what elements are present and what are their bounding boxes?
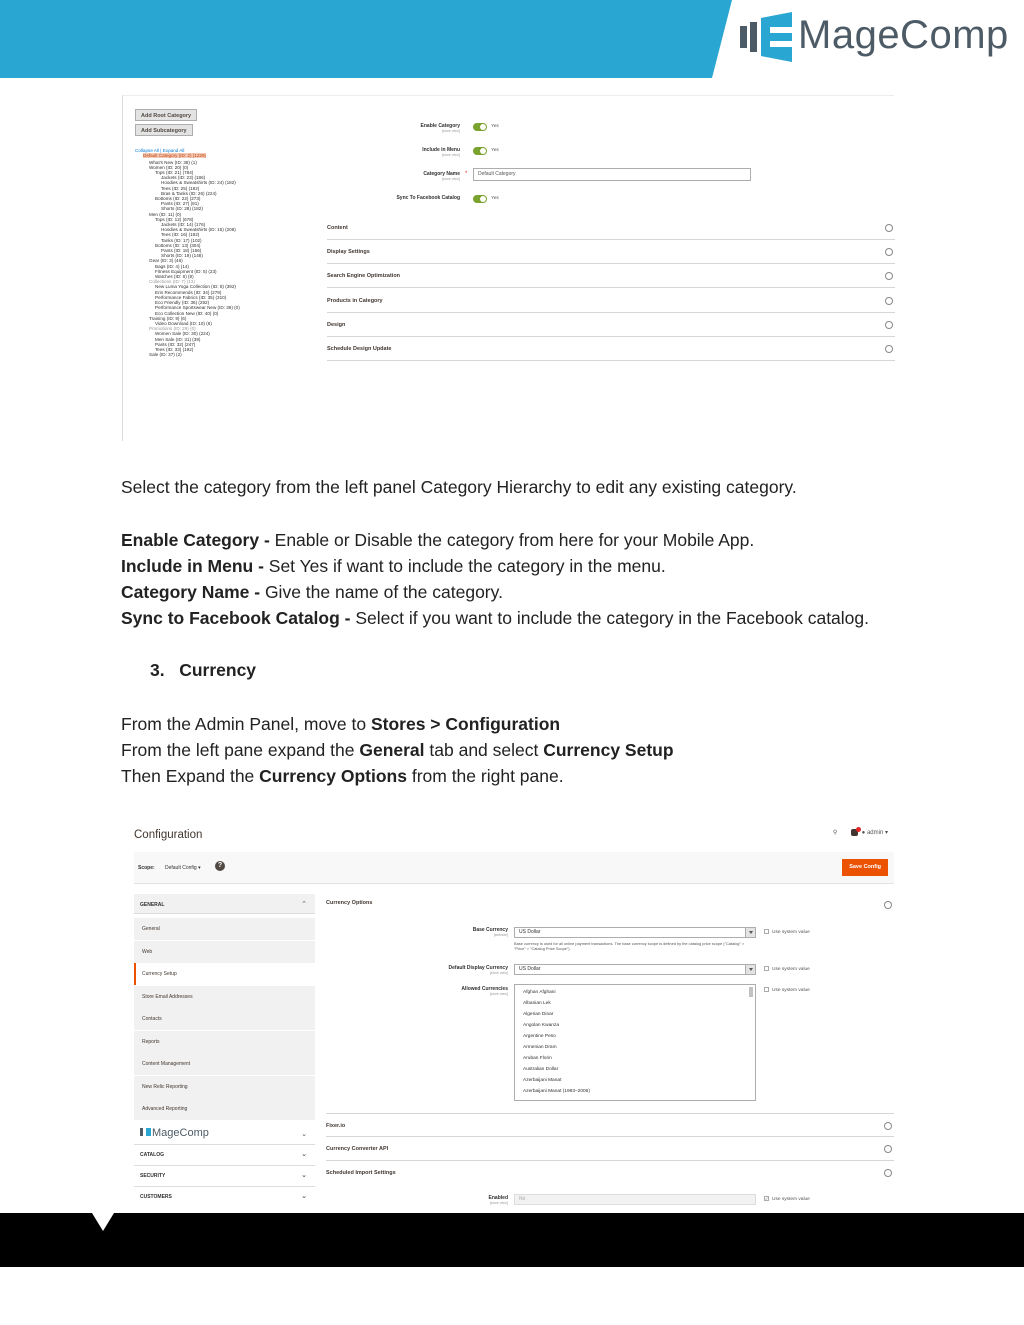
chevron-down-icon: ⌄ <box>301 1151 307 1158</box>
instruction-line-2: From the left pane expand the General tab and select Currency Setup <box>121 740 674 760</box>
chevron-up-icon <box>884 1169 892 1177</box>
configuration-screenshot <box>122 818 894 1212</box>
tree-item[interactable]: Tees (ID: 25) (192) <box>161 185 200 191</box>
tree-item[interactable]: Jackets (ID: 14) (176) <box>161 222 206 228</box>
tree-item[interactable]: Tops (ID: 21) (784) <box>155 170 194 176</box>
base-use-system[interactable]: Use system value <box>764 929 810 935</box>
sync-facebook-label: Sync To Facebook Catalog <box>396 195 460 201</box>
sidebar-magecomp-tab[interactable]: MageComp <box>140 1127 209 1139</box>
instruction-line-1: From the Admin Panel, move to Stores > Configuration <box>121 714 561 734</box>
category-screenshot <box>122 95 894 441</box>
scrollbar[interactable] <box>749 987 753 997</box>
display-currency-select[interactable]: US Dollar <box>514 964 756 975</box>
section-seo[interactable]: Search Engine Optimization <box>327 264 895 288</box>
intro-paragraph: Select the category from the left panel Category Hierarchy to edit any existing category. <box>121 477 797 497</box>
currency-options-section[interactable]: Currency Options <box>326 900 894 914</box>
sidebar-item-contacts[interactable]: Contacts <box>134 1008 315 1030</box>
list-item[interactable]: Aruban Florin <box>523 1056 552 1061</box>
include-menu-desc: Include in Menu - Set Yes if want to include the category in the menu. <box>121 556 666 576</box>
enable-category-desc: Enable Category - Enable or Disable the category from here for your Mobile App. <box>121 530 755 550</box>
dropdown-arrow-icon <box>745 928 755 937</box>
search-icon[interactable]: ⚲ <box>832 830 838 837</box>
category-name-label: Category Name [store view] <box>423 171 460 181</box>
tree-item[interactable]: Eco Collection New (ID: 40) (0) <box>155 310 219 316</box>
tree-item[interactable]: Jackets (ID: 23) (186) <box>161 175 206 181</box>
instruction-line-3: Then Expand the Currency Options from the right pane. <box>121 766 564 786</box>
category-name-input[interactable]: Default Category <box>473 168 751 181</box>
tree-item[interactable]: What's New (ID: 38) (1) <box>149 159 197 165</box>
sidebar-general-header[interactable]: GENERAL ⌃ <box>134 894 315 914</box>
sidebar-catalog-tab[interactable]: CATALOG ⌄ <box>134 1144 315 1164</box>
allowed-currencies-list[interactable] <box>514 984 756 1101</box>
chevron-down-icon <box>884 1122 892 1130</box>
base-currency-note: Base currency is used for all online payment transactions. The base currency scope is defined by the catalog price scope ("Catalog" > "Price" > "Catalog Price Scope"). <box>514 941 745 951</box>
scope-bar <box>134 852 894 884</box>
tree-item[interactable]: Training (ID: 9) (6) <box>149 315 187 321</box>
sidebar-item-store-email[interactable]: Store Email Addresses <box>134 986 315 1008</box>
chevron-down-icon: ⌄ <box>301 1172 307 1179</box>
enabled-use-system[interactable]: ✓ Use system value <box>765 1196 810 1202</box>
tree-item[interactable]: Collections (ID: 7) (13) <box>149 279 195 285</box>
user-icon[interactable]: ● <box>861 830 866 837</box>
tree-item[interactable]: Tees (ID: 16) (192) <box>161 232 200 238</box>
enable-category-label: Enable Category [store view] <box>420 123 460 133</box>
chevron-down-icon <box>885 224 893 232</box>
list-item[interactable]: Australian Dollar <box>523 1067 559 1072</box>
checkbox-icon[interactable] <box>764 966 769 971</box>
enable-category-toggle[interactable] <box>473 123 487 131</box>
tree-item[interactable]: Men (ID: 11) (0) <box>149 211 182 217</box>
section-products[interactable]: Products in Category <box>327 289 895 313</box>
chevron-down-icon <box>885 345 893 353</box>
checkbox-icon[interactable] <box>764 987 769 992</box>
base-currency-select[interactable]: US Dollar <box>514 927 756 938</box>
tree-item[interactable]: Men Sale (ID: 31) (39) <box>155 336 201 342</box>
footer-notch <box>92 1213 114 1231</box>
sidebar-customers-tab[interactable]: CUSTOMERS ⌄ <box>134 1186 315 1206</box>
tree-item[interactable]: Default Category (ID: 2) (1229) <box>143 153 207 159</box>
base-currency-label: Base Currency [website] <box>472 927 508 937</box>
tree-item[interactable]: Eco Friendly (ID: 36) (292) <box>155 300 210 306</box>
tree-item[interactable]: Fitness Equipment (ID: 5) (23) <box>155 268 217 274</box>
admin-menu[interactable]: admin ▾ <box>866 830 888 837</box>
chevron-up-icon <box>884 901 892 909</box>
sidebar-item-content-management[interactable]: Content Management <box>134 1053 315 1075</box>
notification-bell-icon[interactable] <box>851 829 858 836</box>
enabled-select[interactable]: No <box>514 1194 756 1205</box>
section-scheduled-import[interactable]: Scheduled Import Settings <box>326 1161 894 1185</box>
category-tree <box>135 148 315 357</box>
tree-item[interactable]: Bras & Tanks (ID: 26) (224) <box>161 190 217 196</box>
section-design[interactable]: Design <box>327 313 895 337</box>
tree-item[interactable]: Women (ID: 20) (0) <box>149 164 189 170</box>
dropdown-arrow-icon <box>745 965 755 974</box>
header-actions <box>833 829 888 836</box>
add-subcategory-button[interactable]: Add Subcategory <box>135 124 193 136</box>
include-menu-toggle[interactable] <box>473 147 487 155</box>
sidebar-item-currency-setup[interactable]: Currency Setup <box>134 963 315 985</box>
footer-band <box>0 1213 1024 1267</box>
list-item[interactable]: Azerbaijani Manat <box>523 1078 562 1083</box>
chevron-down-icon <box>884 1145 892 1153</box>
logo-text: MageComp <box>798 13 1009 57</box>
sidebar-item-new-relic[interactable]: New Relic Reporting <box>134 1076 315 1098</box>
list-item[interactable]: Afghan Afghani <box>523 990 556 995</box>
list-item[interactable]: Angolan Kwanza <box>523 1023 560 1028</box>
tree-item[interactable]: Sale (ID: 37) (2) <box>149 352 182 358</box>
section-fixer-io[interactable]: Fixer.io <box>326 1113 894 1137</box>
list-item[interactable]: Algerian Dinar <box>523 1012 554 1017</box>
tree-item[interactable]: Erin Recommends (ID: 34) (279) <box>155 289 222 295</box>
tree-item[interactable]: New Luma Yoga Collection (ID: 8) (392) <box>155 284 236 290</box>
allowed-currencies-label: Allowed Currencies [store view] <box>461 986 508 996</box>
enabled-label: Enabled [store view] <box>488 1195 508 1205</box>
tree-item[interactable]: Bags (ID: 4) (14) <box>155 263 189 269</box>
sidebar-item-general[interactable]: General <box>134 918 315 940</box>
chevron-down-icon <box>885 321 893 329</box>
tree-item[interactable]: Hoodies & Sweatshirts (ID: 15) (208) <box>161 227 236 233</box>
page-title: Configuration <box>134 829 203 841</box>
sidebar-security-tab[interactable]: SECURITY ⌄ <box>134 1165 315 1185</box>
enable-category-value: Yes <box>491 124 499 129</box>
tree-item[interactable]: Video Download (ID: 10) (6) <box>155 320 212 326</box>
tree-item[interactable]: Pants (ID: 32) (247) <box>155 341 196 347</box>
sync-facebook-value: Yes <box>491 196 499 201</box>
scope-switcher[interactable]: Default Config ▾ <box>165 865 201 871</box>
tree-item[interactable]: Shorts (ID: 28) (182) <box>161 206 203 212</box>
chevron-down-icon <box>885 297 893 305</box>
include-menu-label: Include in Menu [store view] <box>422 147 460 157</box>
tree-item[interactable]: Pants (ID: 18) (156) <box>161 248 202 254</box>
sync-facebook-desc: Sync to Facebook Catalog - Select if you want to include the category in the Facebook catalog. <box>121 608 870 628</box>
collapse-expand-link[interactable]: Collapse All | Expand All <box>135 148 185 153</box>
tree-item[interactable]: Watches (ID: 6) (9) <box>155 274 194 280</box>
required-star-icon: * <box>465 171 468 177</box>
tree-item[interactable]: Performance Sportswear New (ID: 39) (0) <box>155 305 240 311</box>
tree-item[interactable]: Bottoms (ID: 13) (304) <box>155 242 201 248</box>
chevron-down-icon <box>885 272 893 280</box>
section-currency-converter-api[interactable]: Currency Converter API <box>326 1137 894 1161</box>
section-heading: 3. Currency <box>150 660 257 680</box>
section-schedule-design[interactable]: Schedule Design Update <box>327 337 895 361</box>
tree-item[interactable]: Gear (ID: 3) (46) <box>149 258 183 264</box>
chevron-down-icon <box>885 248 893 256</box>
tree-item[interactable]: Tops (ID: 12) (678) <box>155 216 194 222</box>
tree-item[interactable]: Women Sale (ID: 30) (224) <box>155 331 210 337</box>
section-display-settings[interactable]: Display Settings <box>327 240 895 264</box>
category-name-desc: Category Name - Give the name of the category. <box>121 582 503 602</box>
tree-item[interactable]: Shorts (ID: 19) (148) <box>161 253 203 259</box>
list-item[interactable]: Armenian Dram <box>523 1045 557 1050</box>
brand-logo <box>732 0 1024 78</box>
section-content[interactable]: Content <box>327 216 895 240</box>
allowed-use-system[interactable]: Use system value <box>764 987 810 993</box>
magecomp-logo-icon <box>740 12 792 62</box>
display-use-system[interactable]: Use system value <box>764 966 810 972</box>
tree-item[interactable]: Bottoms (ID: 22) (273) <box>155 196 201 202</box>
tree-item[interactable]: Tanks (ID: 17) (102) <box>161 237 202 243</box>
display-currency-label: Default Display Currency [store view] <box>448 965 508 975</box>
sync-facebook-toggle[interactable] <box>473 195 487 203</box>
tree-item[interactable]: Promotions (ID: 29) (0) <box>149 326 196 332</box>
tree-item[interactable]: Tees (ID: 33) (192) <box>155 346 194 352</box>
chevron-down-icon: ⌄ <box>301 1131 307 1138</box>
list-item[interactable]: Albanian Lek <box>523 1001 551 1006</box>
sidebar-item-reports[interactable]: Reports <box>134 1031 315 1053</box>
include-menu-value: Yes <box>491 148 499 153</box>
list-item[interactable]: Argentine Peso <box>523 1034 556 1039</box>
magecomp-logo-icon <box>140 1128 150 1136</box>
help-icon[interactable]: ? <box>215 861 225 871</box>
config-sidebar <box>134 894 315 1212</box>
checkbox-icon[interactable] <box>764 929 769 934</box>
tree-item[interactable]: Hoodies & Sweatshirts (ID: 24) (182) <box>161 180 236 186</box>
sidebar-item-web[interactable]: Web <box>134 941 315 963</box>
scope-label: Scope: <box>138 865 155 871</box>
checkbox-checked-icon[interactable]: ✓ <box>765 1196 769 1201</box>
add-root-category-button[interactable]: Add Root Category <box>135 109 197 121</box>
tree-item[interactable]: Pants (ID: 27) (91) <box>161 201 199 207</box>
sidebar-item-advanced-reporting[interactable]: Advanced Reporting <box>134 1098 315 1120</box>
tree-item[interactable]: Performance Fabrics (ID: 35) (310) <box>155 294 227 300</box>
chevron-up-icon: ⌃ <box>301 901 307 908</box>
chevron-down-icon: ⌄ <box>301 1193 307 1200</box>
list-item[interactable]: Azerbaijani Manat (1993–2006) <box>523 1089 590 1094</box>
save-config-button[interactable]: Save Config <box>842 859 888 876</box>
